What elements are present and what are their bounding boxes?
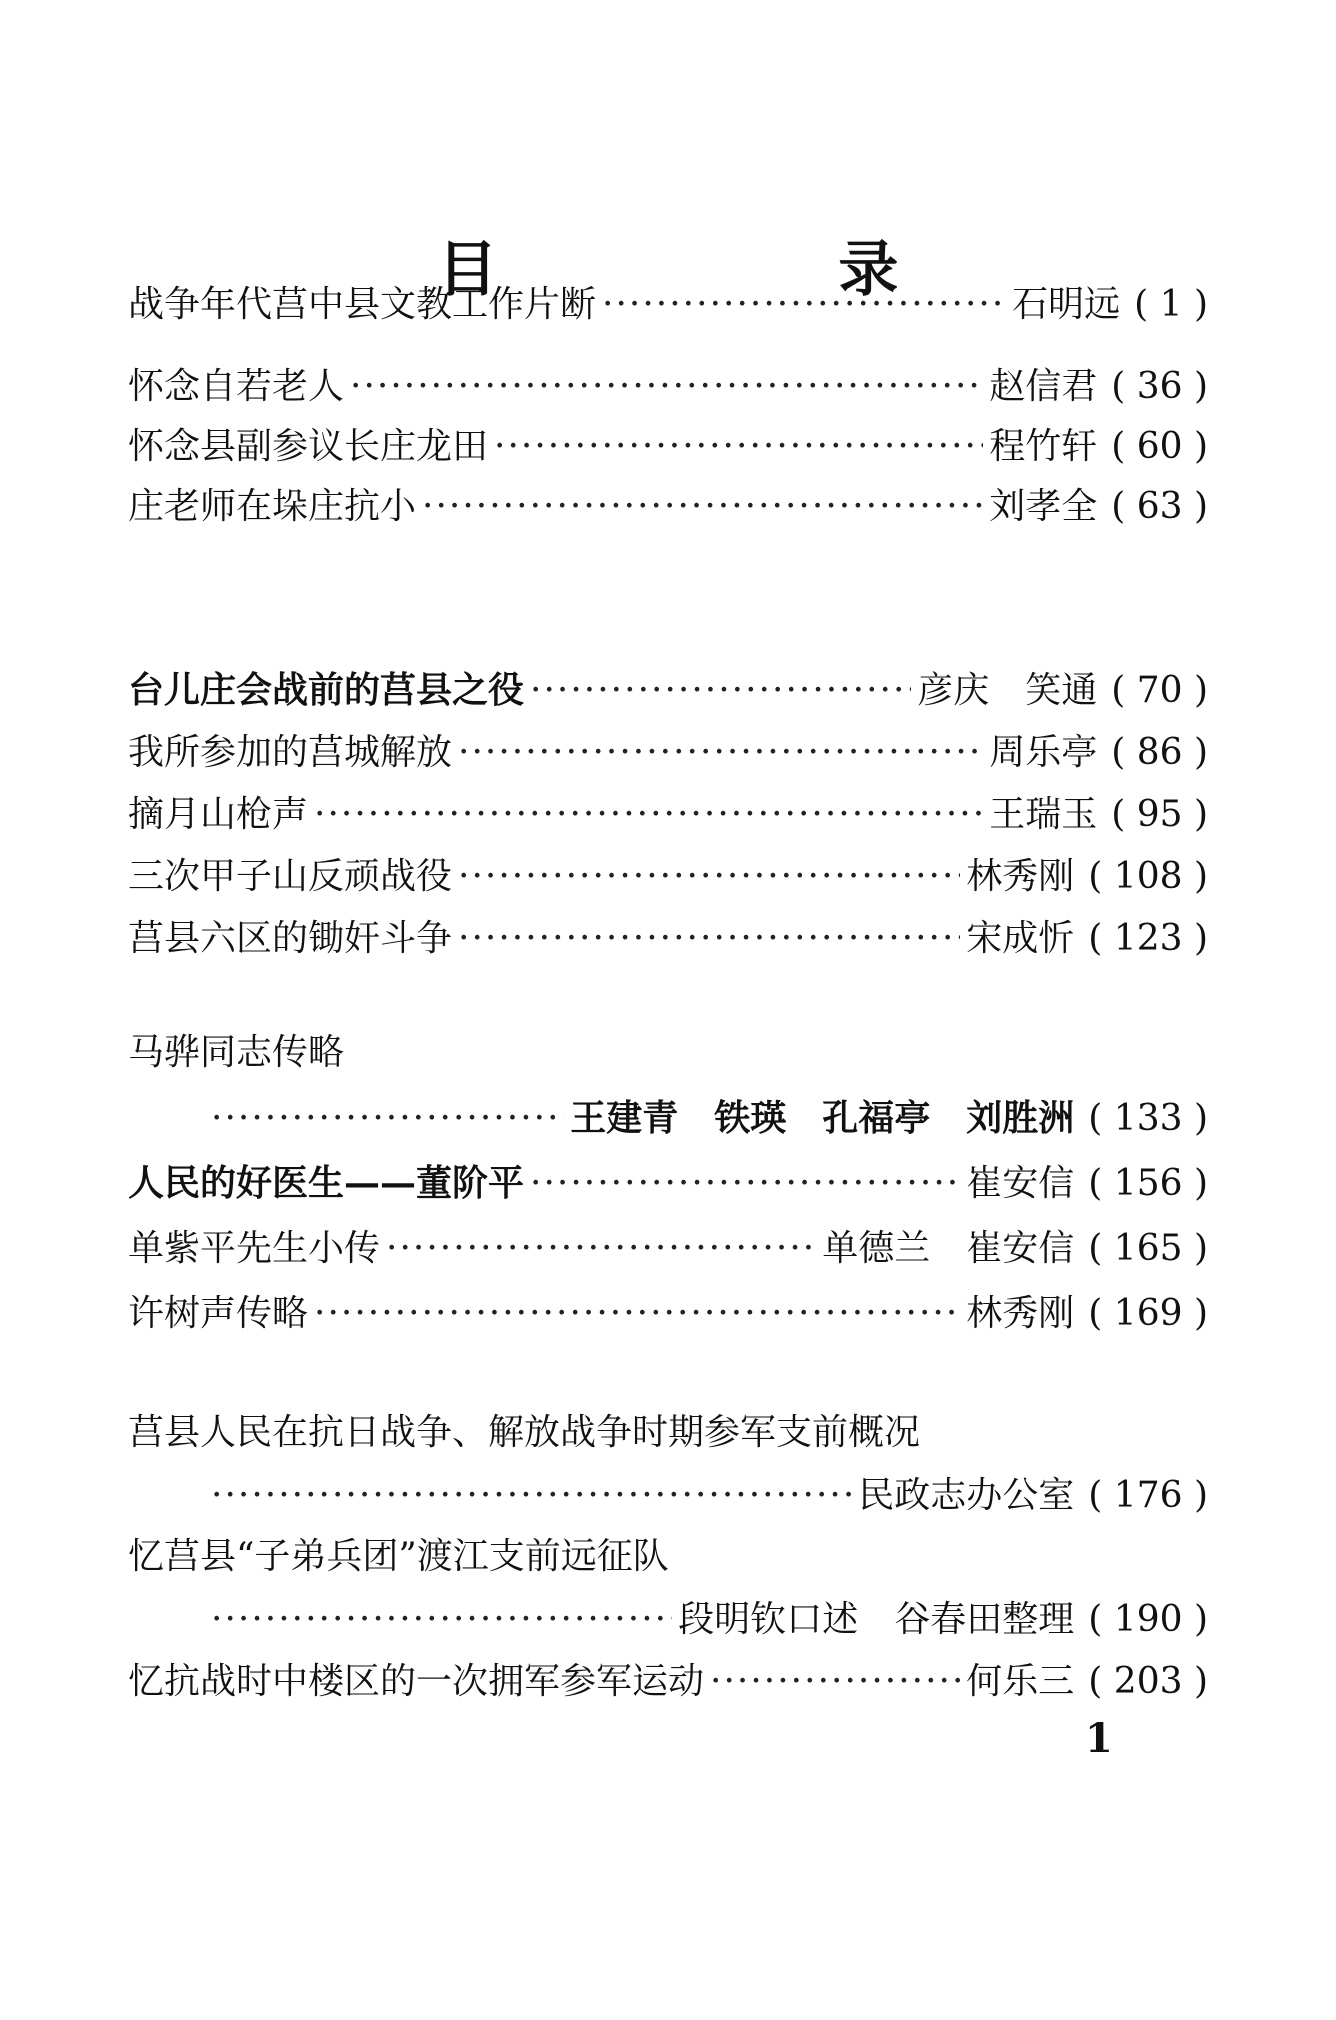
entry-title: 战争年代莒中县文教工作片断 bbox=[128, 283, 597, 325]
leader-dots bbox=[314, 793, 983, 836]
leader-dots bbox=[350, 365, 983, 408]
entry-page: ( 60 ) bbox=[1111, 425, 1208, 467]
entry-title: 忆莒县“子弟兵团”渡江支前远征队 bbox=[128, 1536, 669, 1577]
entry-page: ( 86 ) bbox=[1111, 731, 1208, 773]
entry-author: 林秀刚 bbox=[966, 855, 1075, 897]
entry-title: 单紫平先生小传 bbox=[128, 1227, 381, 1269]
entry-title: 我所参加的莒城解放 bbox=[128, 731, 453, 773]
leader-dots bbox=[458, 731, 983, 774]
toc-entry bbox=[128, 652, 1208, 712]
entry-page: ( 1 ) bbox=[1134, 283, 1208, 325]
entry-page: ( 36 ) bbox=[1111, 365, 1208, 407]
entry-author: 石明远 bbox=[1012, 283, 1121, 325]
entry-page: ( 95 ) bbox=[1111, 793, 1208, 835]
toc-entry bbox=[128, 266, 1208, 326]
entry-author: 林秀刚 bbox=[966, 1292, 1075, 1334]
leader-dots bbox=[422, 485, 983, 528]
entry-author: 崔安信 bbox=[966, 1162, 1075, 1204]
entry-title: 庄老师在垛庄抗小 bbox=[128, 485, 417, 527]
entry-title: 许树声传略 bbox=[128, 1292, 309, 1334]
toc-entry bbox=[205, 1457, 1208, 1517]
entry-page: ( 123 ) bbox=[1088, 917, 1208, 959]
entry-page: ( 190 ) bbox=[1088, 1598, 1208, 1640]
toc-entry bbox=[205, 1581, 1208, 1641]
toc-entry bbox=[128, 1145, 1208, 1205]
entry-author: 王建青 铁瑛 孔福亭 刘胜洲 bbox=[570, 1096, 1075, 1139]
leader-dots bbox=[530, 1162, 960, 1205]
leader-dots bbox=[494, 425, 983, 468]
toc-entry bbox=[128, 1210, 1208, 1270]
entry-page: ( 108 ) bbox=[1088, 855, 1208, 897]
entry-title: 莒县六区的锄奸斗争 bbox=[128, 917, 453, 959]
toc-entry bbox=[128, 408, 1208, 468]
entry-title: 马骅同志传略 bbox=[128, 1032, 345, 1073]
entry-title: 摘月山枪声 bbox=[128, 793, 309, 835]
toc-entry bbox=[128, 776, 1208, 836]
leader-dots bbox=[602, 283, 1006, 326]
entry-author: 民政志办公室 bbox=[858, 1474, 1075, 1516]
leader-dots bbox=[211, 1097, 564, 1140]
page-title: 目 录 bbox=[437, 235, 1059, 305]
leader-dots bbox=[386, 1227, 816, 1270]
entry-author: 刘孝全 bbox=[989, 485, 1098, 527]
entry-page: ( 70 ) bbox=[1111, 669, 1208, 711]
leader-dots bbox=[458, 855, 960, 898]
entry-author: 宋成忻 bbox=[966, 917, 1075, 959]
entry-page: ( 133 ) bbox=[1088, 1097, 1208, 1139]
toc-entry bbox=[205, 1080, 1208, 1140]
entry-author: 赵信君 bbox=[989, 365, 1098, 407]
entry-page: ( 63 ) bbox=[1111, 485, 1208, 527]
entry-page: ( 169 ) bbox=[1088, 1292, 1208, 1334]
entry-author: 彦庆 笑通 bbox=[917, 669, 1098, 711]
toc-entry bbox=[128, 838, 1208, 898]
leader-dots bbox=[458, 917, 960, 960]
page-number: 1 bbox=[1085, 1715, 1113, 1762]
entry-author: 王瑞玉 bbox=[989, 793, 1098, 835]
entry-title: 忆抗战时中楼区的一次拥军参军运动 bbox=[128, 1660, 705, 1702]
toc-entry bbox=[128, 1275, 1208, 1335]
entry-page: ( 176 ) bbox=[1088, 1474, 1208, 1516]
toc-entry bbox=[128, 348, 1208, 408]
entry-author: 单德兰 崔安信 bbox=[822, 1227, 1075, 1269]
leader-dots bbox=[211, 1598, 672, 1641]
entry-page: ( 203 ) bbox=[1088, 1660, 1208, 1702]
entry-author: 段明钦口述 谷春田整理 bbox=[678, 1598, 1075, 1640]
leader-dots bbox=[211, 1474, 852, 1517]
entry-page: ( 165 ) bbox=[1088, 1227, 1208, 1269]
leader-dots bbox=[530, 669, 911, 712]
entry-page: ( 156 ) bbox=[1088, 1162, 1208, 1204]
toc-entry bbox=[128, 900, 1208, 960]
leader-dots bbox=[710, 1660, 960, 1703]
entry-author: 何乐三 bbox=[966, 1660, 1075, 1702]
leader-dots bbox=[314, 1292, 960, 1335]
entry-title: 三次甲子山反顽战役 bbox=[128, 855, 453, 897]
entry-title: 莒县人民在抗日战争、解放战争时期参军支前概况 bbox=[128, 1412, 921, 1453]
entry-title: 台儿庄会战前的莒县之役 bbox=[128, 668, 525, 711]
entry-author: 程竹轩 bbox=[989, 425, 1098, 467]
toc-entry bbox=[128, 1643, 1208, 1703]
toc-entry bbox=[128, 468, 1208, 528]
toc-entry bbox=[128, 714, 1208, 774]
entry-title: 怀念自若老人 bbox=[128, 365, 345, 407]
entry-title: 人民的好医生——董阶平 bbox=[128, 1161, 525, 1204]
entry-author: 周乐亭 bbox=[989, 731, 1098, 773]
entry-title: 怀念县副参议长庄龙田 bbox=[128, 425, 489, 467]
